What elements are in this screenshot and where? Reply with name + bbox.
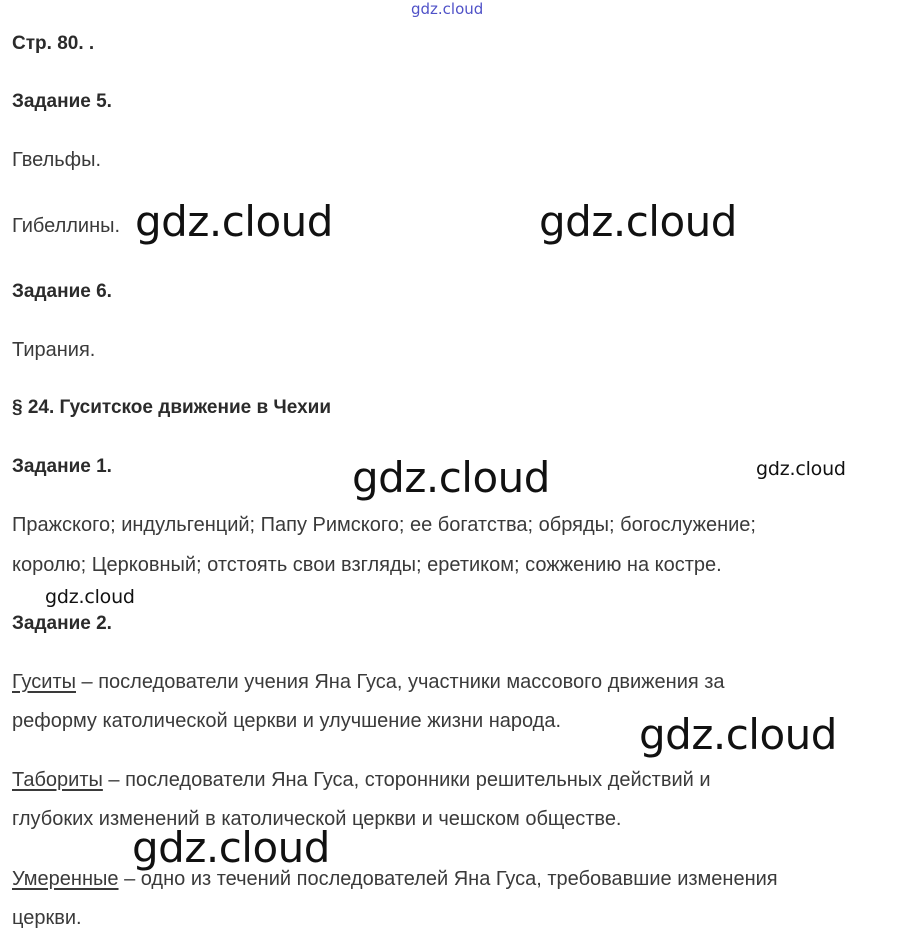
watermark-1: gdz.cloud: [135, 197, 333, 246]
term-taborites: Табориты: [12, 769, 103, 791]
watermark-top: gdz.cloud: [411, 0, 484, 18]
watermark-6: gdz.cloud: [639, 710, 837, 759]
definition-hussites-line-2: реформу католической церкви и улучшение жизни народа.: [12, 710, 562, 732]
definition-taborites: [12, 768, 711, 792]
task-5-answer-1: Гвельфы.: [12, 149, 102, 171]
definition-moderates-text: – одно из течений последователей Яна Гуса, требовавшие изменения: [118, 868, 778, 890]
page-reference: Стр. 80. .: [12, 33, 95, 54]
definition-taborites-text: – последователи Яна Гуса, сторонники решительных действий и: [102, 769, 711, 791]
task-5-answer-2: Гибеллины.: [12, 215, 121, 237]
task-6-title: Задание 6.: [12, 281, 112, 302]
definition-moderates: [12, 867, 778, 891]
task-5-title: Задание 5.: [12, 91, 112, 112]
term-hussites: Гуситы: [12, 671, 76, 693]
task-6-answer: Тирания.: [12, 339, 96, 361]
definition-hussites-text: – последователи учения Яна Гуса, участники массового движения за: [75, 671, 725, 693]
task-2-title: Задание 2.: [12, 613, 112, 634]
definition-taborites-line-2: глубоких изменений в католической церкви и чешском обществе.: [12, 808, 622, 830]
task-1-title: Задание 1.: [12, 456, 112, 477]
definition-hussites: [12, 670, 725, 694]
task-1-answer-line-2: королю; Церковный; отстоять свои взгляды; еретиком; сожжению на костре.: [12, 554, 722, 576]
watermark-3: gdz.cloud: [352, 453, 550, 502]
watermark-4: gdz.cloud: [756, 458, 846, 480]
section-title: § 24. Гуситское движение в Чехии: [12, 397, 332, 418]
term-moderates: Умеренные: [12, 868, 119, 890]
definition-moderates-line-2: церкви.: [12, 907, 82, 929]
watermark-2: gdz.cloud: [539, 197, 737, 246]
watermark-7: gdz.cloud: [132, 823, 330, 872]
watermark-5: gdz.cloud: [45, 586, 135, 608]
task-1-answer-line-1: Пражского; индульгенций; Папу Римского; ее богатства; обряды; богослужение;: [12, 514, 756, 536]
